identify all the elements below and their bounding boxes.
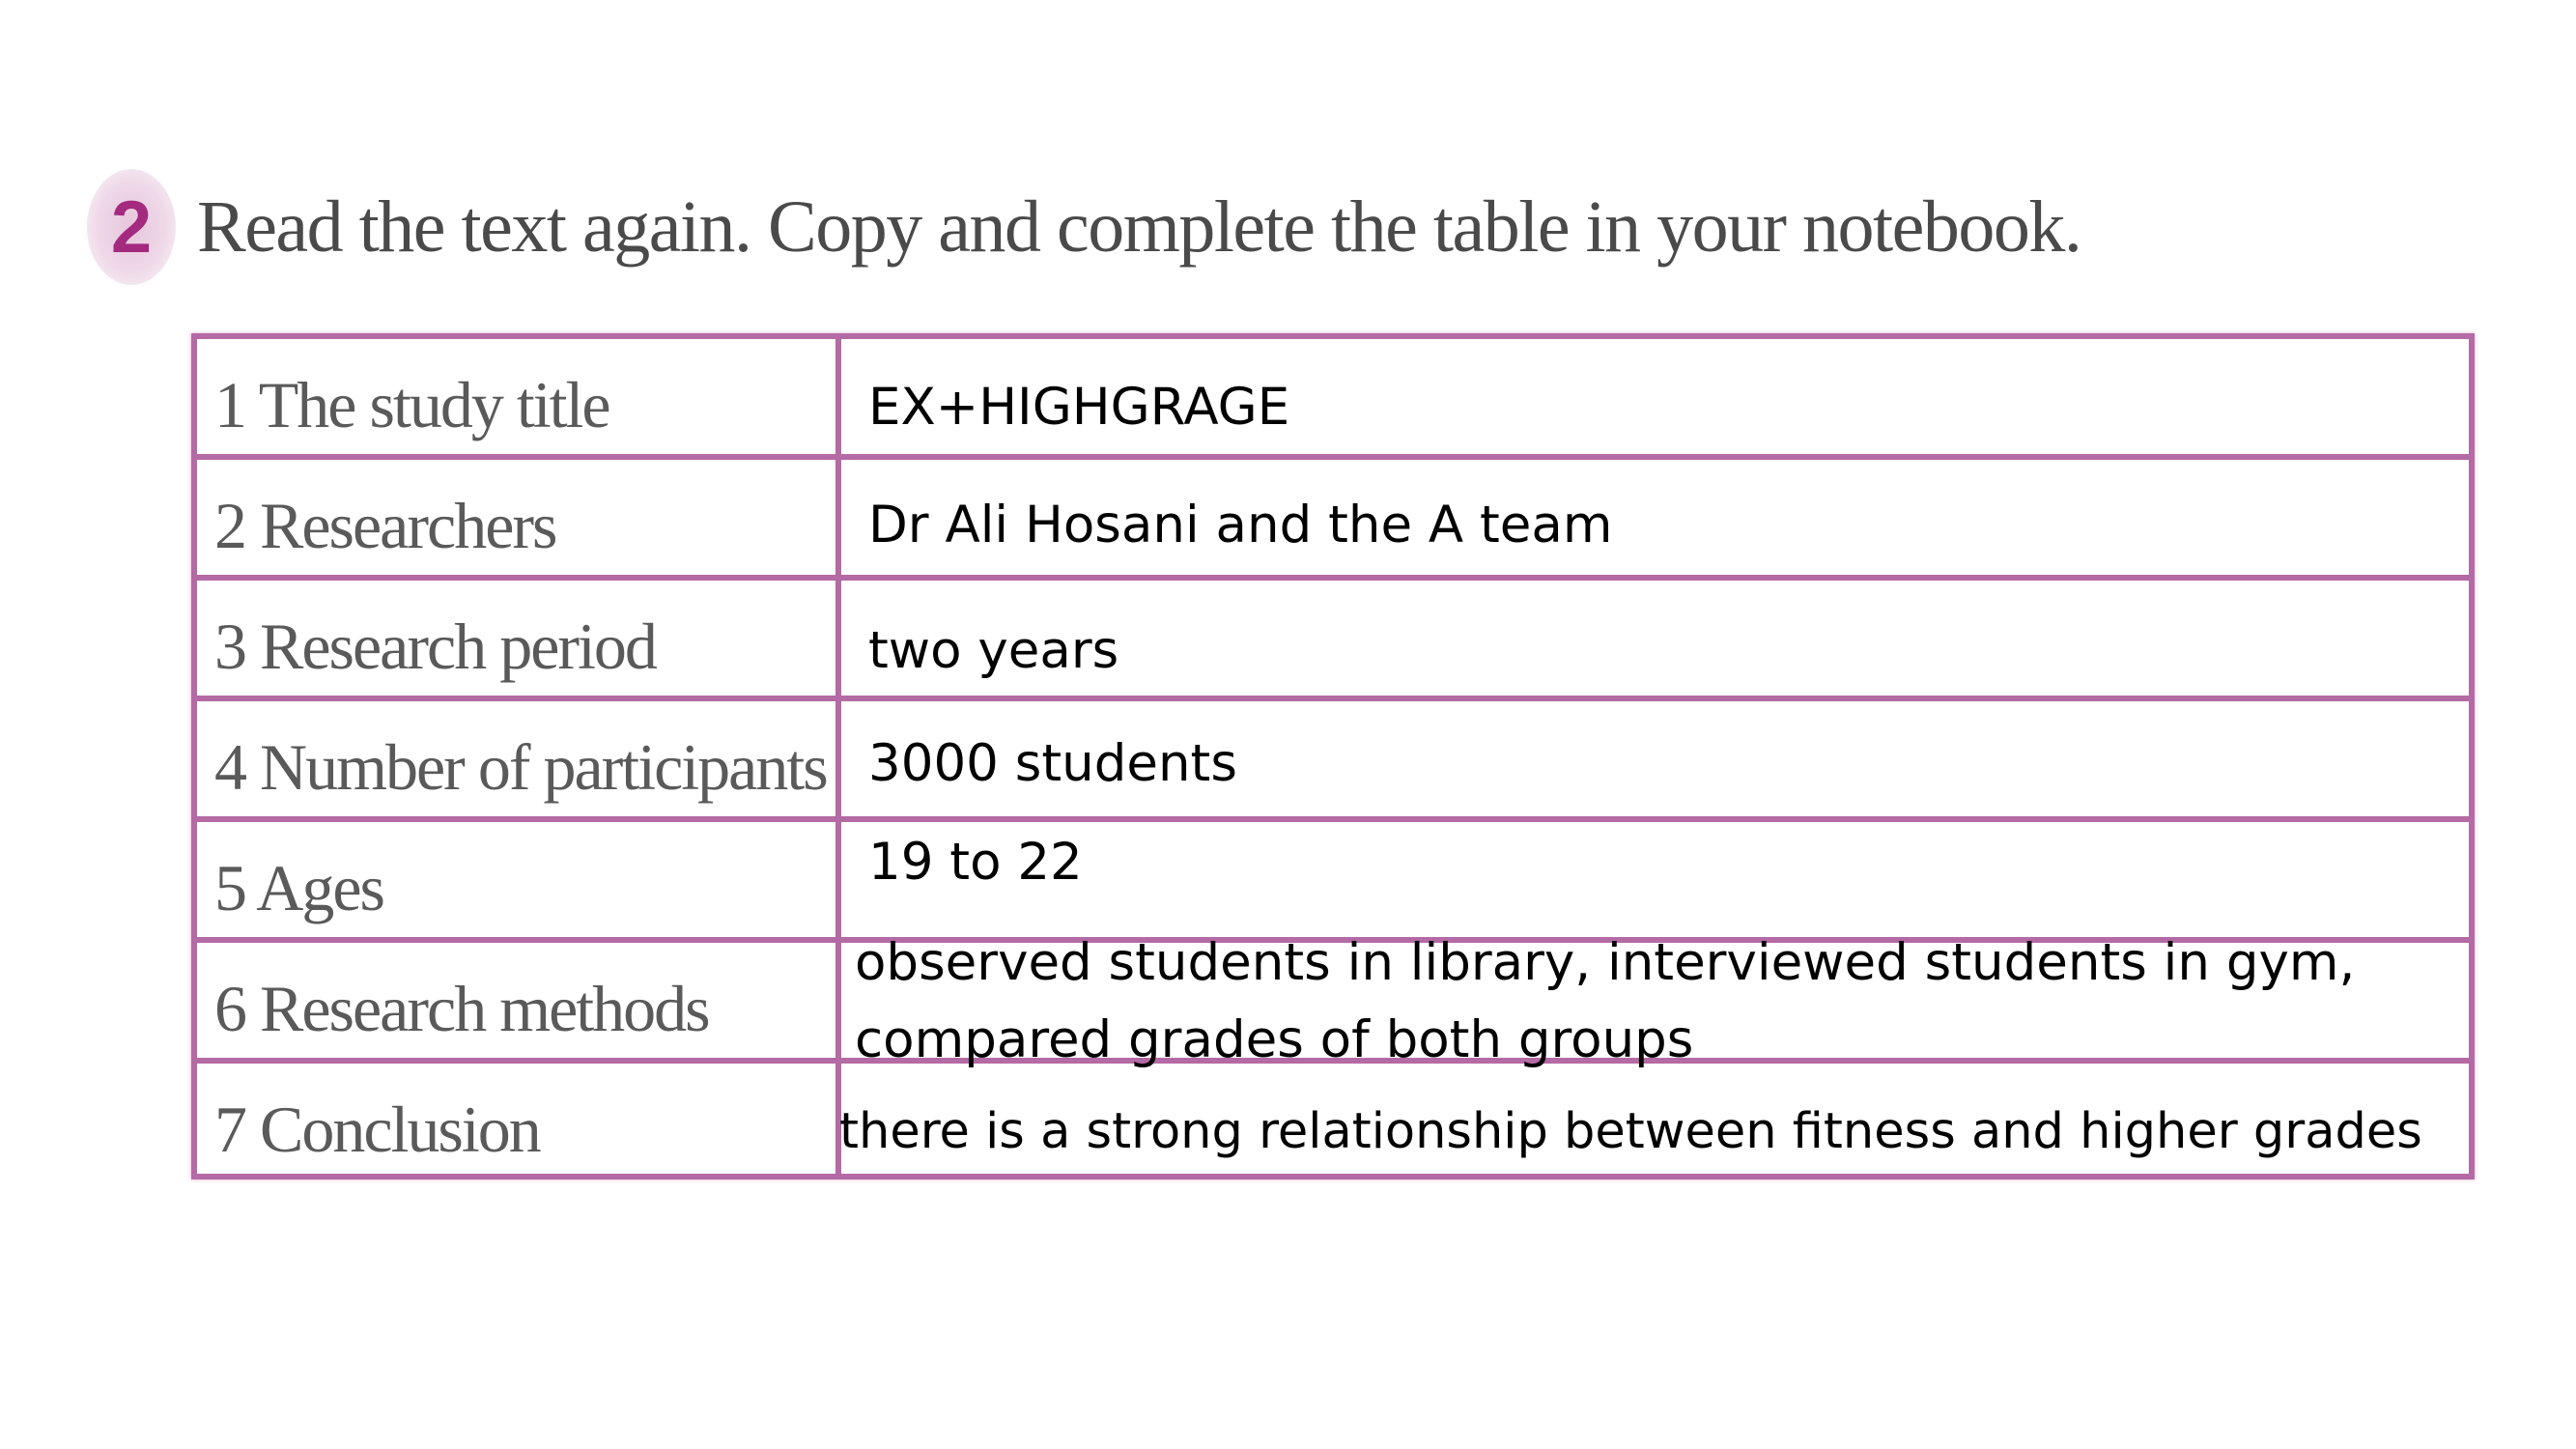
row-label-research-methods: 6 Research methods	[214, 972, 709, 1045]
row-value-research-methods-line2: compared grades of both groups	[855, 1010, 1694, 1069]
row-value-conclusion: there is a strong relationship between fitness and higher grades	[839, 1103, 2422, 1160]
table-row-ages	[197, 822, 2469, 943]
study-table	[191, 333, 2475, 1179]
row-label-ages: 5 Ages	[214, 851, 383, 924]
row-value-participants: 3000 students	[868, 734, 1237, 793]
row-value-study-title: EX+HIGHGRAGE	[868, 378, 1290, 437]
row-label-research-period: 3 Research period	[214, 610, 656, 683]
row-value-researchers: Dr Ali Hosani and the A team	[868, 496, 1613, 554]
row-label-study-title: 1 The study title	[214, 368, 609, 441]
row-value-ages: 19 to 22	[868, 833, 1083, 892]
exercise-instruction: Read the text again. Copy and complete the table in your notebook.	[197, 185, 2081, 268]
row-value-research-period: two years	[868, 621, 1119, 680]
row-value-research-methods-line1: observed students in library, interviewed students in gym,	[855, 933, 2356, 992]
exercise-heading	[87, 164, 2081, 290]
row-label-conclusion: 7 Conclusion	[214, 1093, 540, 1166]
row-label-participants: 4 Number of participants	[214, 730, 827, 804]
row-label-researchers: 2 Researchers	[214, 489, 556, 562]
exercise-number-badge: 2	[87, 169, 176, 285]
